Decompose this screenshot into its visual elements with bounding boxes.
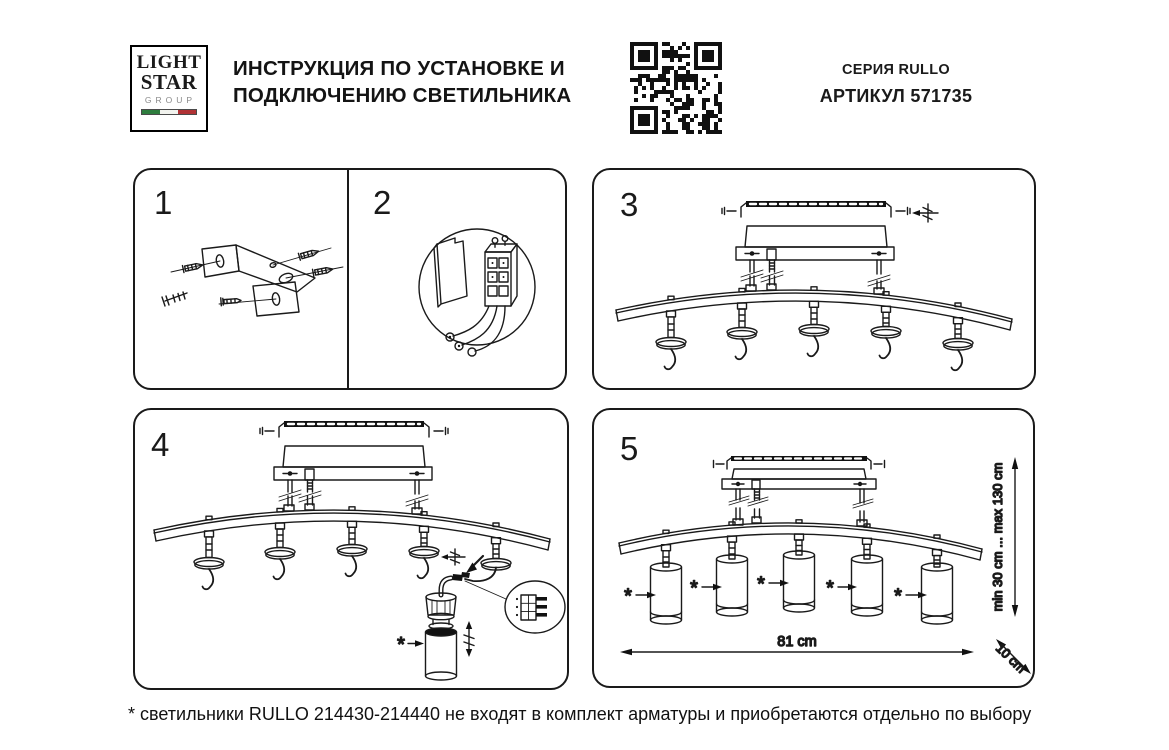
screw-icon — [221, 296, 242, 305]
asterisk-mark: * — [397, 634, 405, 656]
canopy — [283, 446, 425, 467]
shade-attachment-diagram — [135, 410, 571, 692]
step-number-1: 1 — [154, 184, 173, 221]
arrow-to-shade — [415, 640, 424, 646]
ceiling-bar — [714, 456, 885, 469]
article-number: АРТИКУЛ 571735 — [819, 86, 973, 106]
lightstar-logo — [130, 45, 208, 132]
height-label: min 30 cm ... max 130 cm — [990, 462, 1005, 612]
curved-rail — [616, 287, 1012, 330]
dimension-height — [990, 457, 1018, 617]
canopy — [732, 469, 866, 479]
italian-flag-stripe — [141, 109, 197, 115]
step-number-4: 4 — [151, 426, 170, 463]
terminal-block — [485, 236, 517, 306]
lamp-socket — [426, 578, 456, 629]
screw-icon — [162, 292, 187, 306]
panel-step-3 — [592, 168, 1036, 390]
depth-label: 10 cm — [992, 640, 1029, 676]
suspension-rods — [741, 260, 890, 294]
step-number-5: 5 — [620, 430, 639, 467]
logo-word-light: LIGHT — [136, 52, 202, 73]
shade-cylinder — [426, 628, 457, 680]
asterisk-mark: * — [690, 577, 698, 600]
page-title — [233, 56, 571, 109]
wires — [446, 306, 505, 356]
asterisk-pointers — [624, 574, 927, 608]
mounting-plate — [722, 479, 876, 489]
final-assembly-diagram — [594, 410, 1033, 686]
step-number-3: 3 — [620, 186, 639, 223]
asterisk-mark: * — [826, 577, 834, 600]
asterisk-mark: * — [757, 573, 765, 596]
ceiling-bar — [722, 201, 910, 217]
panel-step-5 — [592, 408, 1035, 688]
title-line-1: ИНСТРУКЦИЯ ПО УСТАНОВКЕ И — [233, 57, 565, 80]
dimension-depth — [993, 639, 1031, 676]
cross-screw-icon — [441, 549, 465, 565]
title-line-2: ПОДКЛЮЧЕНИЮ СВЕТИЛЬНИКА — [233, 83, 572, 107]
footnote: * светильники RULLO 214430-214440 не входят в комплект арматуры и приобретаются отдельно по выбору — [128, 704, 1032, 724]
mounting-plate — [736, 247, 894, 260]
bracket-mounting-diagram — [135, 170, 347, 388]
dimension-width — [620, 634, 974, 655]
asterisk-mark: * — [624, 585, 632, 608]
series-label: СЕРИЯ RULLO — [842, 62, 950, 78]
cable-gland — [767, 249, 776, 260]
product-info — [785, 62, 1007, 107]
width-label: 81 cm — [777, 634, 817, 650]
logo-word-star: STAR — [140, 70, 198, 94]
qr-code-icon — [630, 42, 722, 134]
terminal-detail-bubble — [465, 581, 565, 633]
panel-step-4 — [133, 408, 569, 690]
screw-icon — [912, 204, 938, 222]
mounting-plate — [274, 467, 432, 480]
canopy — [745, 226, 887, 247]
wiring-connection-diagram — [347, 170, 565, 388]
fixture-frame — [154, 421, 550, 589]
mounting-bracket — [202, 245, 315, 316]
asterisk-mark: * — [894, 585, 902, 608]
panel-steps-1-2 — [133, 168, 567, 390]
frame-suspension-diagram — [594, 170, 1034, 388]
screw-rotation-icon — [464, 621, 474, 657]
step-number-2: 2 — [373, 184, 392, 221]
logo-word-group: GROUP — [144, 95, 197, 105]
cover-plate — [434, 238, 467, 307]
